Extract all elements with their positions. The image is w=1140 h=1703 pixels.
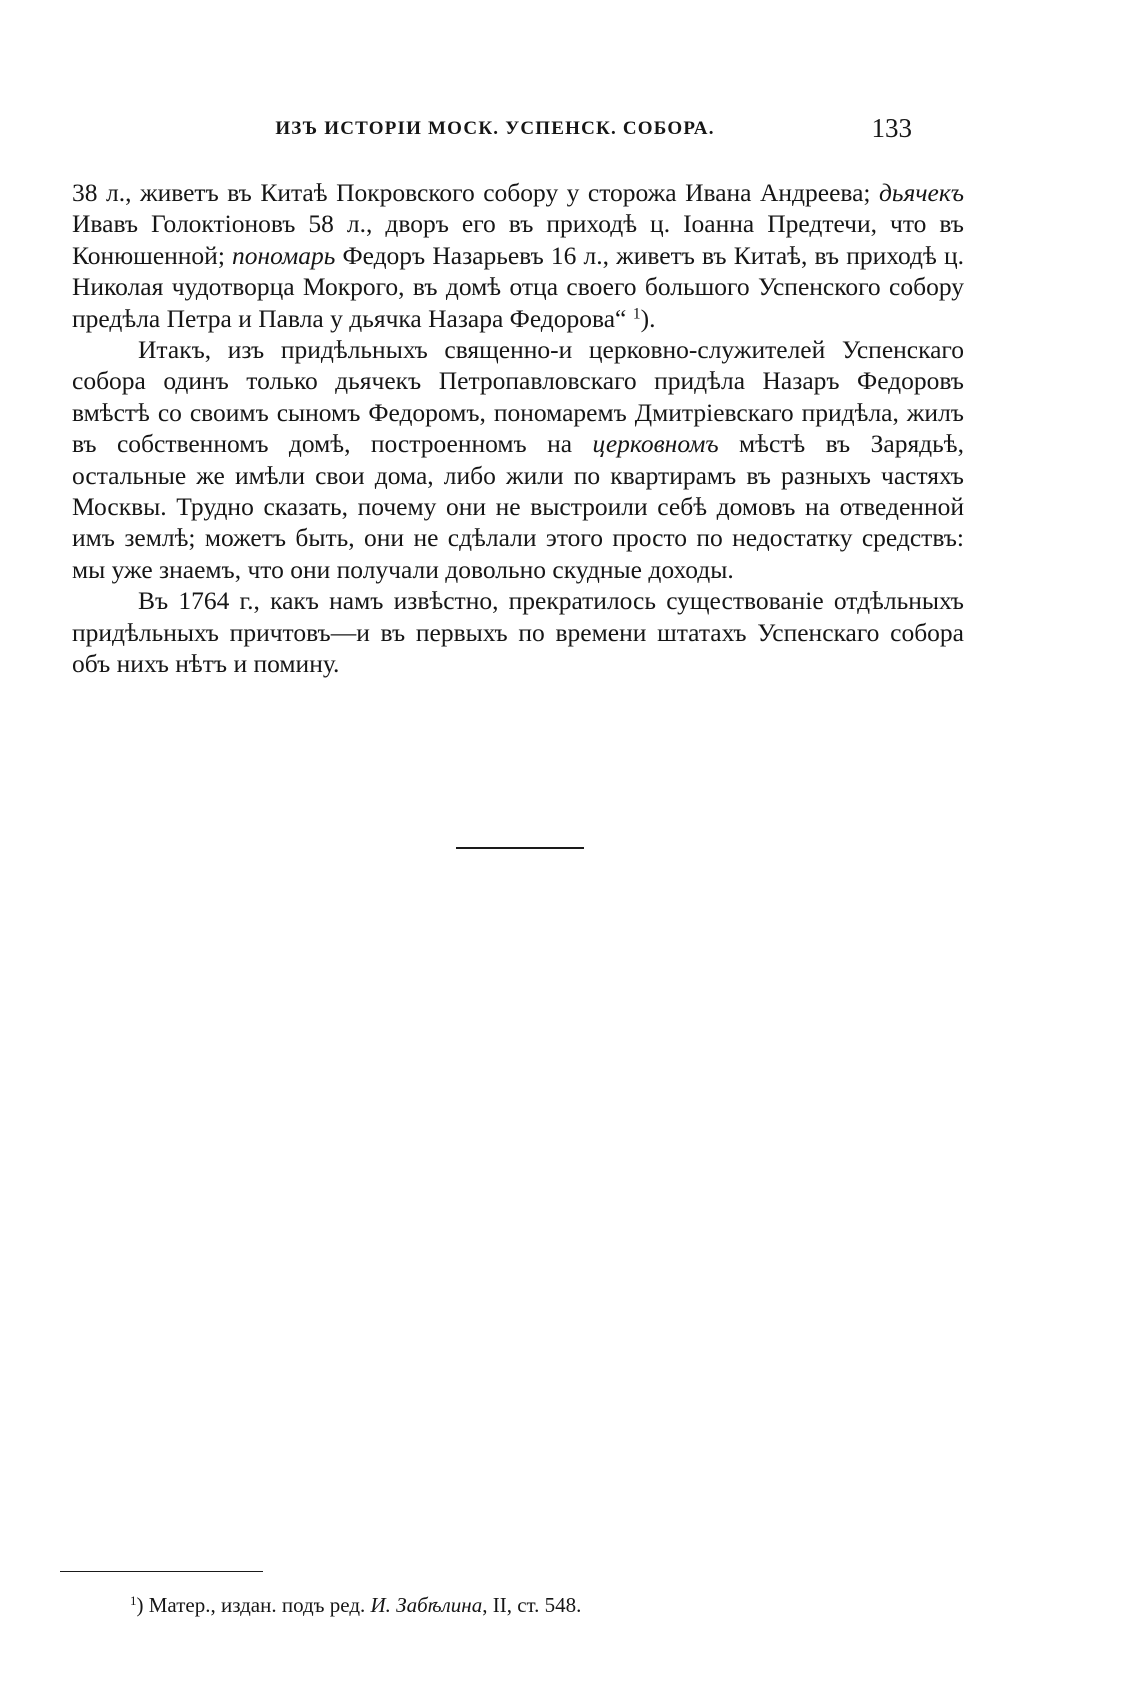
paragraph-3-text: Въ 1764 г., какъ намъ извѣстно, прекратилось существованіе отдѣльныхъ придѣльныхъ причтовъ—и въ первыхъ по времени штатахъ Успенскаго собора объ нихъ нѣтъ и помину. — [72, 586, 964, 679]
paragraph-1-text: 38 л., живетъ въ Китаѣ Покровского собору у сторожа Ивана Андреева; — [72, 178, 879, 207]
footnote-editor: И. Забѣлина — [370, 1593, 483, 1617]
paragraph-2-text: Итакъ, изъ придѣльныхъ священно-и церковно-служителей Успенскаго собора одинъ только дьячекъ Петропавловскаго придѣла Назаръ Федоровъ вмѣстѣ со своимъ сыномъ Федоромъ, пономаремъ Дмитріевскаго придѣла, жилъ въ собственномъ домѣ, построенномъ на — [72, 335, 964, 459]
paragraph-1 — [72, 177, 964, 334]
footnote-text: ) Матер., издан. подъ ред. — [136, 1593, 371, 1617]
footnote-text: , II, ст. 548. — [482, 1593, 582, 1617]
body-text — [72, 177, 964, 680]
footnote — [130, 1590, 950, 1620]
term-tserkovnom: церковномъ — [592, 429, 719, 459]
page-header — [72, 114, 918, 150]
paragraph-3 — [72, 585, 964, 679]
page-number: 133 — [871, 113, 912, 143]
paragraph-1-text: ). — [640, 303, 656, 333]
paragraph-1-text: Федоръ Назарьевъ 16 л., живетъ въ Китаѣ, въ приходѣ ц. Николая чудотворца Мокрого, въ домѣ отца своего большого Успенского собору предѣла Петра и Павла у дьячка Назара Федорова“ — [72, 240, 964, 333]
paragraph-2 — [72, 334, 964, 585]
term-dyachek: дьячекъ — [878, 178, 964, 207]
paragraph-1-text: Ивавъ Голоктіоновъ 58 л., дворъ его въ приходѣ ц. Іоанна Предтечи, что въ Конюшенной; — [72, 209, 964, 270]
paragraph-2-text: мѣстѣ въ Зарядьѣ, остальные же имѣли свои дома, либо жили по квартирамъ въ разныхъ частяхъ Москвы. Трудно сказать, почему они не выстроили себѣ домовъ на отведенной имъ землѣ; можетъ быть, они не сдѣлали этого просто по недостатку средствъ: мы уже знаемъ, что они получали довольно скудные доходы. — [72, 429, 965, 584]
term-ponomar: пономарь — [232, 240, 336, 270]
footnote-reference: 1 — [632, 304, 641, 322]
footnote-separator — [60, 1571, 263, 1572]
section-end-rule — [456, 847, 584, 849]
running-title: ИЗЪ ИСТОРІИ МОСК. УСПЕНСК. СОБОРА. — [275, 118, 715, 139]
footnote-marker: 1 — [130, 1592, 137, 1608]
